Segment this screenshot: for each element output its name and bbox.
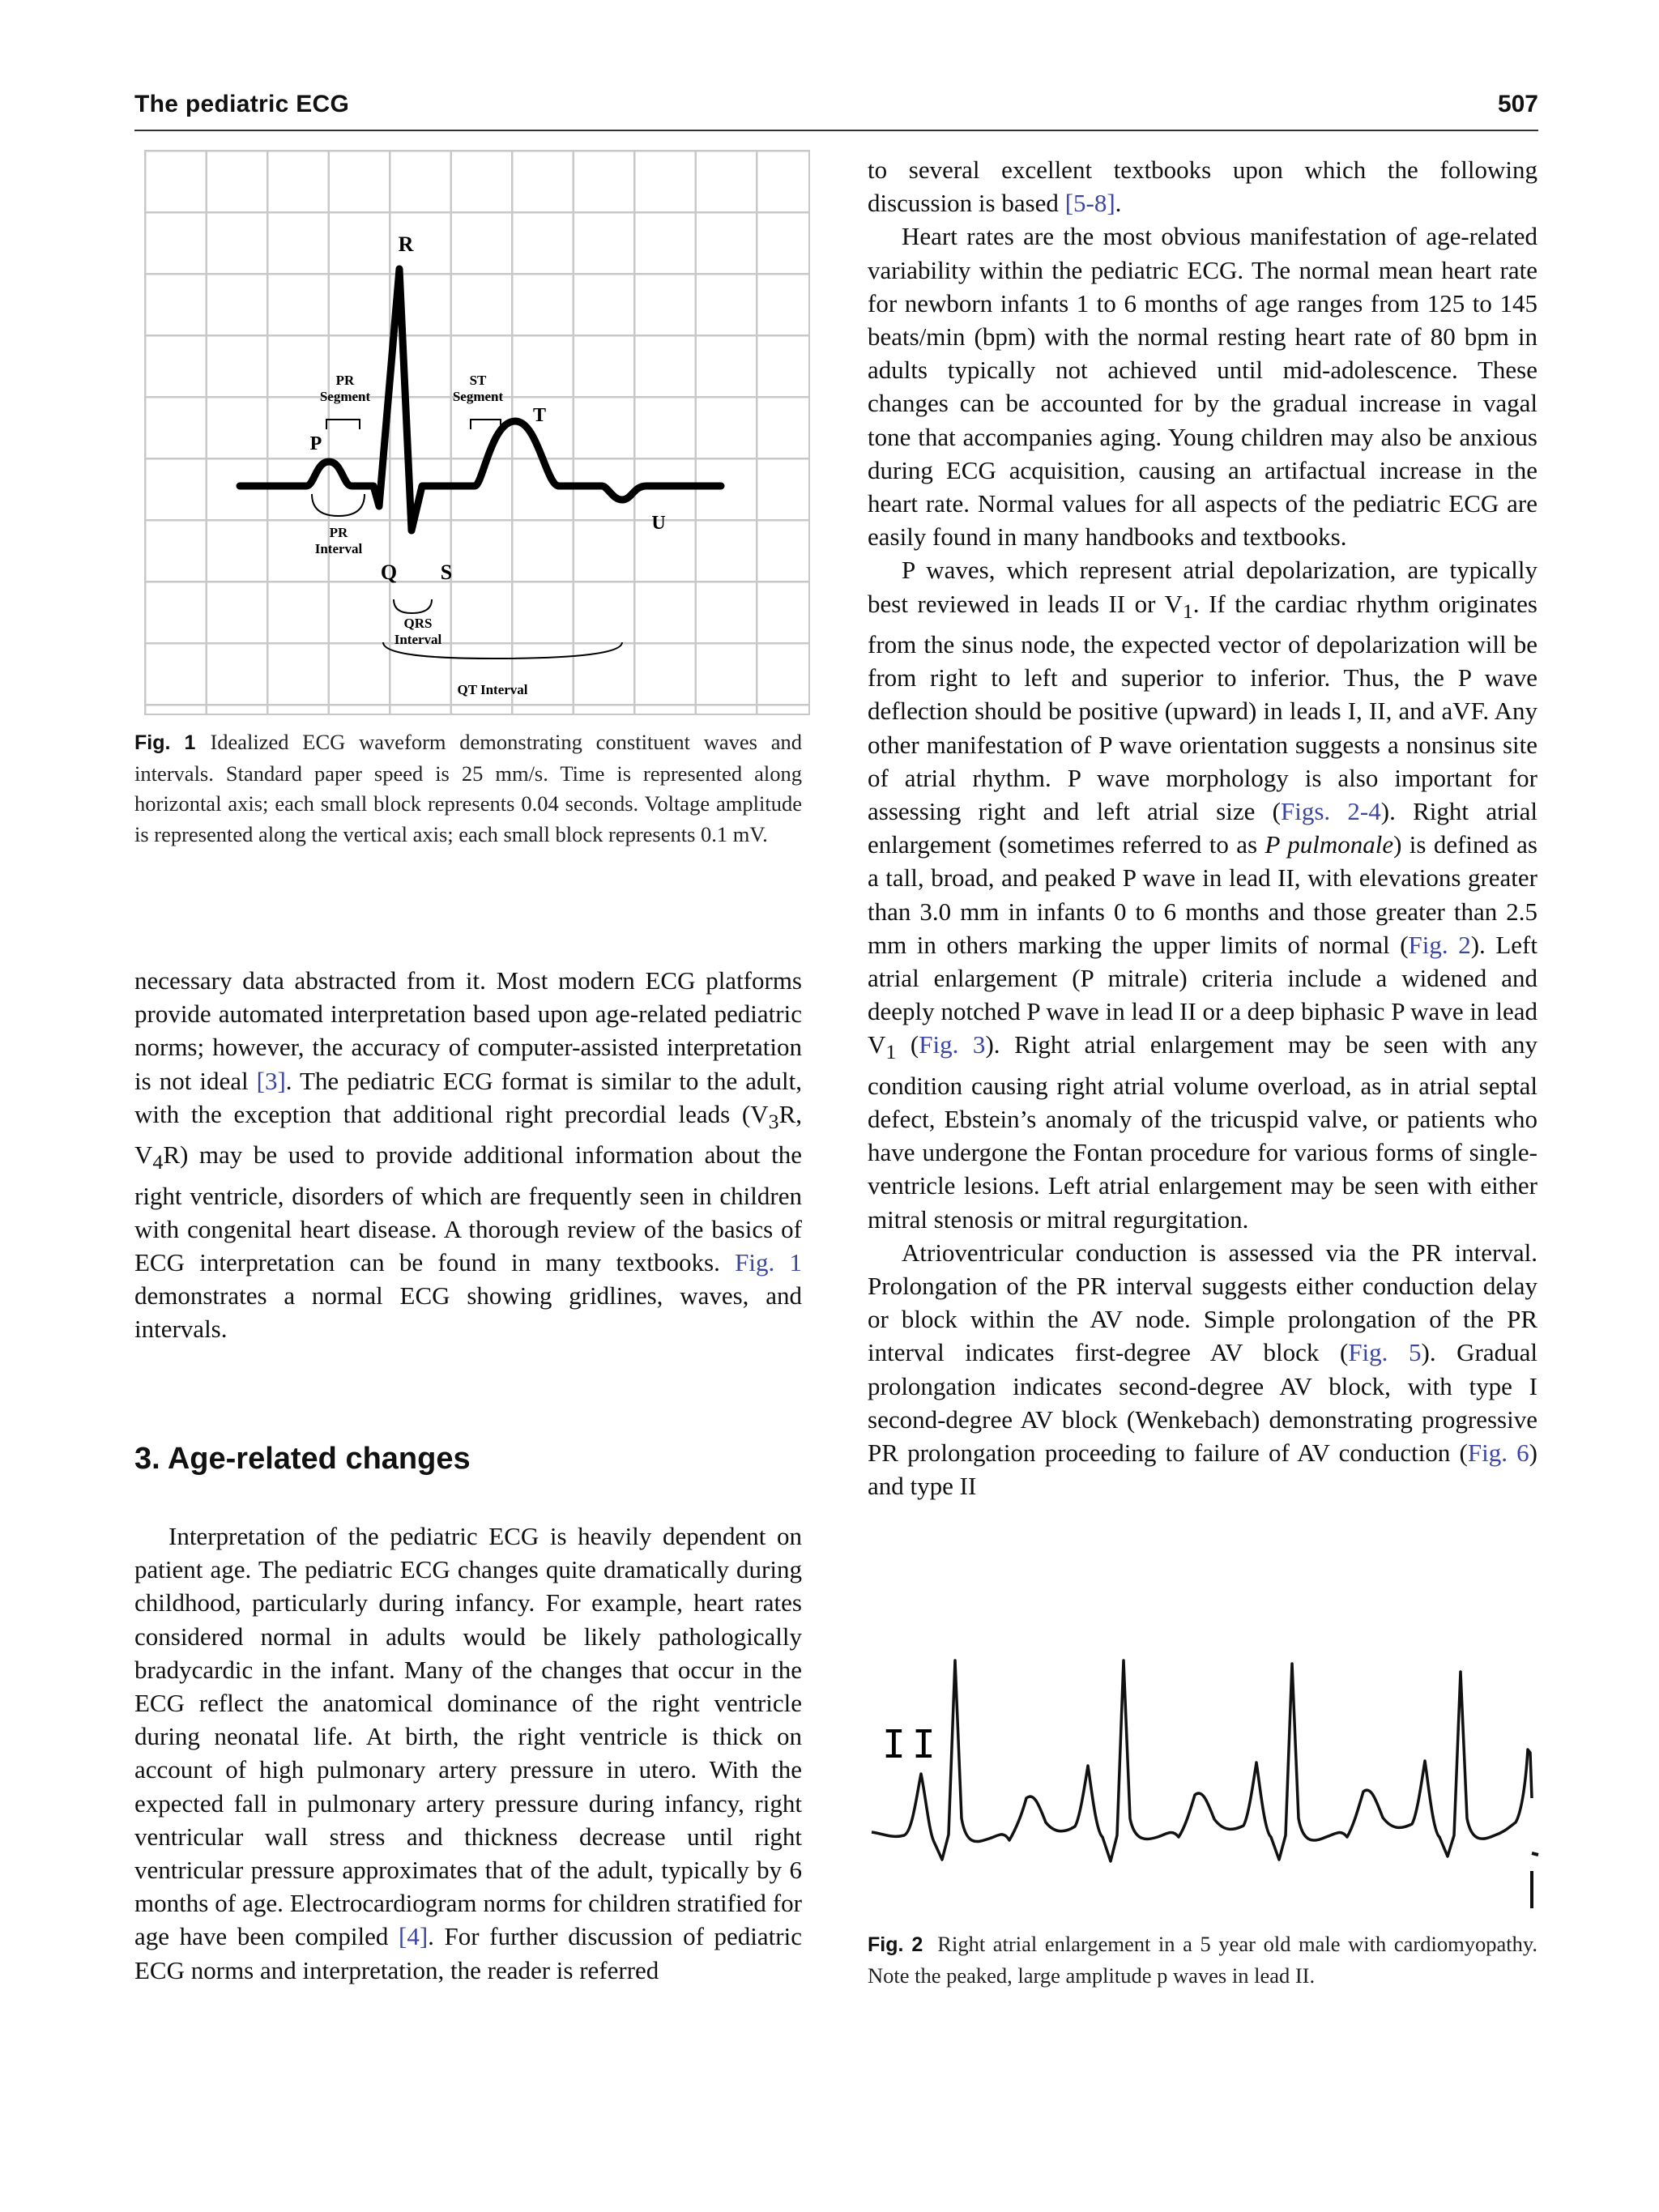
running-header [134,91,1538,131]
label-pr-interval-1: PR [329,525,348,540]
running-title: The pediatric ECG [134,91,350,117]
label-q: Q [380,560,398,584]
page-number: 507 [1497,91,1538,117]
label-u: U [651,513,666,534]
fig1-caption [134,727,802,850]
label-qt-interval: QT Interval [457,682,528,697]
fig2-waveform [872,1660,1532,1861]
figs2-4-link[interactable]: Figs. 2-4 [1280,797,1381,826]
label-pr-segment-1: PR [335,373,355,388]
fig2-link[interactable]: Fig. 2 [1408,930,1471,959]
right-paragraph-4: Atrioventricular conduction is assessed via the PR interval. Prolongation of the PR interval suggests either conduction delay or block within the AV node. Simple prolongation of the PR interval indicates first-degree AV block (Fig. 5). Gradual prolongation indicates second-degree AV block, with type I second-degree AV block (Wenkebach) demonstrating progressive PR prolongation proceeding to failure of AV conduction (Fig. 6) and type II [868,1238,1537,1501]
label-r: R [398,232,414,256]
fig5-link[interactable]: Fig. 5 [1348,1338,1422,1367]
label-qrs-interval-2: Interval [394,632,442,647]
section-heading: 3. Age-related changes [134,1442,471,1476]
fig1-caption-text: Idealized ECG waveform demonstrating constituent waves and intervals. Standard paper speed is 25 mm/s. Time is represented along horizontal axis; each small block represents 0.04 seconds. Voltage amplitude is represented along the vertical axis; each small block represents 0.1 mV. [134,730,802,846]
fig3-link[interactable]: Fig. 3 [919,1030,986,1059]
ref-3-link[interactable]: [3] [256,1066,286,1095]
right-paragraph-3: P waves, which represent atrial depolarization, are typically best reviewed in leads II or $V_1$. If the cardiac rhythm originates from the sinus node, the expected vector of depolarization will be from right to left and superior to inferior. Thus, the P wave deflection should be positive (upward) in leads I, II, and aVF. Any other manifestation of P wave orientation suggests a nonsinus site of atrial rhythm. P wave morphology is also important for assessing right and left atrial size (Figs. 2-4). Right atrial enlargement (sometimes referred to as P pulmonale) is defined as a tall, broad, and peaked P wave in lead II, with elevations greater than 3.0 mm in infants 0 to 6 months and those greater than 2.5 mm in others marking the upper limits of normal (Fig. 2). Left atrial enlargement (P mitrale) criteria include a widened and deeply notched P wave in lead II or a deep biphasic P wave in lead $V_1$ (Fig. 3). Right atrial enlargement may be seen with any condition causing right atrial volume overload, as in atrial septal defect, Ebstein’s anomaly of the tricuspid valve, or patients who have undergone the Fontan procedure for various forms of single-ventricle lesions. Left atrial enlargement may be seen with either mitral stenosis or mitral regurgitation. [868,556,1538,1234]
fig2-lead-label: II [882,1722,942,1767]
label-st-segment-2: Segment [452,389,504,404]
fig2-caption-text: Right atrial enlargement in a 5 year old male with cardiomyopathy. Note the peaked, large amplitude p waves in lead II. [868,1932,1537,1988]
right-paragraph-2: Heart rates are the most obvious manifestation of age-related variability within the pediatric ECG. The normal mean heart rate for newborn infants 1 to 6 months of age ranges from 125 to 145 beats/min (bpm) with the normal resting heart rate of 80 bpm in adults typically not achieved until mid-adolescence. These changes can be accounted for by the gradual increase in vagal tone that accompanies aging. Young children may also be anxious during ECG acquisition, causing an artifactual increase in the heart rate. Normal values for all aspects of the pediatric ECG are easily found in many handbooks and textbooks. [868,222,1537,552]
fig2-ecg-tracing [868,1652,1540,1920]
label-pr-segment-2: Segment [319,389,371,404]
fig2-caption [868,1929,1537,1991]
label-p: P [309,433,322,454]
label-s: S [440,560,453,584]
label-st-segment-1: ST [469,373,487,388]
fig1-ecg-diagram [144,150,810,715]
left-paragraph-1: necessary data abstracted from it. Most modern ECG platforms provide automated interpretation based upon age-related pediatric norms; however, the accuracy of computer-assisted interpretation is not ideal [3]. The pediatric ECG format is similar to the adult, with the exception that additional right precordial leads ($V_3R$, $V_4R$) may be used to provide additional information about the right ventricle, disorders of which are frequently seen in children with congenital heart disease. A thorough review of the basics of ECG interpretation can be found in many textbooks. Fig. 1 demonstrates a normal ECG showing gridlines, waves, and intervals. [134,966,802,1344]
fig1-link[interactable]: Fig. 1 [735,1248,802,1276]
fig1-caption-label: Fig. 1 [134,731,196,754]
ecg-grid [144,150,810,715]
left-paragraph-2: Interpretation of the pediatric ECG is heavily dependent on patient age. The pediatric ECG changes quite dramatically during childhood, particularly during infancy. For example, heart rates considered normal in adults would be likely pathologically bradycardic in the infant. Many of the changes that occur in the ECG reflect the anatomical dominance of the right ventricle during neonatal life. At birth, the right ventricle is thick on account of high pulmonary artery pressure in utero. With the expected fall in pulmonary artery pressure during infancy, right ventricular wall stress and thickness decrease until right ventricular pressure approximates that of the adult, typically by 6 months of age. Electrocardiogram norms for children stratified for age have been compiled [4]. For further discussion of pediatric ECG norms and interpretation, the reader is referred [134,1522,802,1984]
label-pr-interval-2: Interval [314,541,363,556]
ref-4-link[interactable]: [4] [399,1922,429,1951]
label-qrs-interval-1: QRS [403,616,433,631]
label-t: T [532,405,547,426]
fig6-link[interactable]: Fig. 6 [1467,1438,1529,1468]
ref-5-8-link[interactable]: [5-8] [1064,189,1115,218]
right-paragraph-1: to several excellent textbooks upon which the following discussion is based [5-8]. [868,156,1537,218]
fig2-caption-label: Fig. 2 [868,1933,923,1956]
